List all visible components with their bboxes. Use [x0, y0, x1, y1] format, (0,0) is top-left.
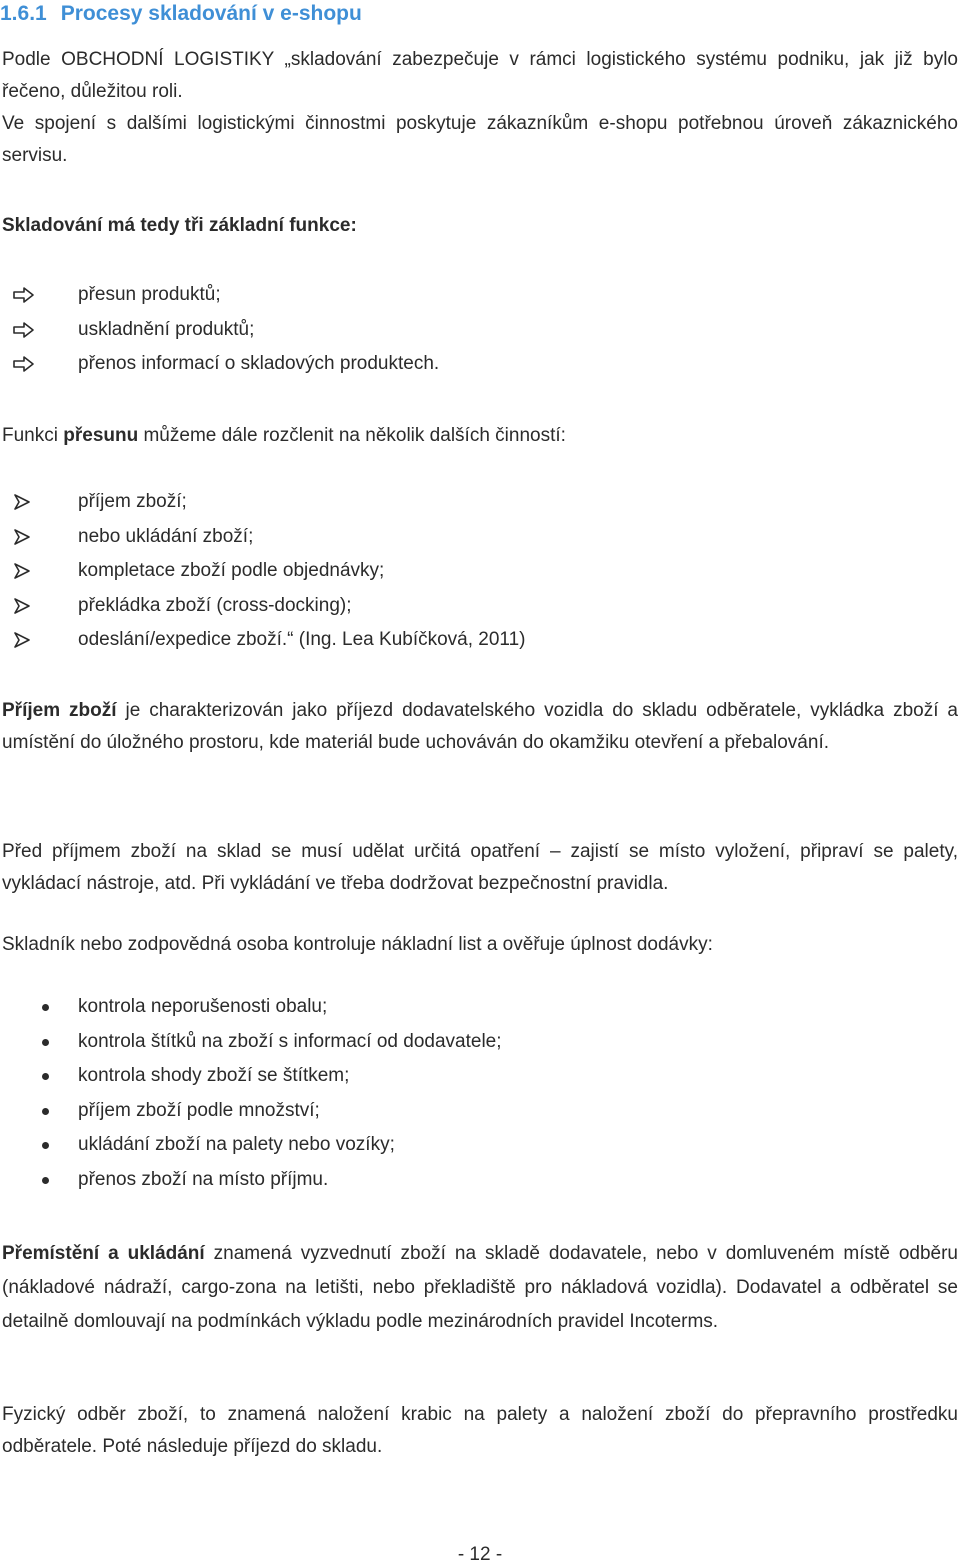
list-item	[0, 990, 960, 1025]
arrowhead-bullet-icon	[12, 554, 38, 588]
intro-paragraph-2: Ve spojení s dalšími logistickými činnostmi poskytuje zákazníkům e-shopu potřebnou úroveň zákaznického servisu.	[2, 113, 958, 166]
check-item-text: kontrola shody zboží se štítkem;	[78, 1065, 350, 1086]
section-number: 1.6.1	[0, 2, 47, 25]
section-title: Procesy skladování v e-shopu	[60, 2, 362, 25]
transfer-item-text: nebo ukládání zboží;	[78, 525, 254, 547]
list-item	[0, 554, 960, 589]
list-item	[0, 485, 960, 520]
section-heading	[0, 0, 362, 28]
list-item	[0, 278, 960, 313]
check-item-text: kontrola štítků na zboží s informací od dodavatele;	[78, 1030, 502, 1052]
transfer-lead-paragraph	[2, 420, 958, 452]
list-item	[0, 347, 960, 382]
receipt-paragraph	[2, 695, 958, 759]
list-item	[0, 1059, 960, 1094]
list-item	[0, 589, 960, 624]
function-item-text: přenos informací o skladových produktech.	[78, 353, 440, 374]
transfer-item-text: příjem zboží;	[78, 491, 187, 512]
intro-paragraph-1: Podle OBCHODNÍ LOGISTIKY „skladování zabezpečuje v rámci logistického systému podniku, jak již bylo řečeno, důležitou roli.	[2, 49, 958, 102]
relocation-bold: Přemístění a ukládání	[2, 1243, 205, 1264]
checks-heading: Skladník nebo zodpovědná osoba kontroluje nákladní list a ověřuje úplnost dodávky:	[2, 934, 713, 955]
function-item-text: přesun produktů;	[78, 284, 221, 305]
list-item	[0, 1094, 960, 1129]
round-bullet-icon	[42, 1142, 49, 1149]
transfer-lead-bold: přesunu	[63, 425, 139, 446]
transfer-item-text: odeslání/expedice zboží.“ (Ing. Lea Kubíčková, 2011)	[78, 629, 526, 650]
list-item	[0, 1025, 960, 1060]
transfer-lead-before: Funkci	[2, 425, 64, 446]
function-item-text: uskladnění produktů;	[78, 318, 255, 340]
check-item-text: příjem zboží podle množství;	[78, 1099, 320, 1121]
relocation-text: znamená vyzvednutí zboží na skladě dodavatele, nebo v domluveném místě odběru (nákladové nádraží, cargo-zona na letišti, nebo překladiště pro nákladová vozidla). Dodavatel a odběratel se detailně domlouvají na podmínkách výkladu podle mezinárodních pravidel Incoterms.	[2, 1243, 958, 1332]
round-bullet-icon	[42, 1039, 49, 1046]
list-item	[0, 520, 960, 555]
check-item-text: přenos zboží na místo příjmu.	[78, 1168, 329, 1190]
list-item	[0, 313, 960, 348]
arrowhead-bullet-icon	[12, 623, 38, 657]
receipt-bold: Příjem zboží	[2, 700, 117, 721]
list-item	[0, 1128, 960, 1163]
round-bullet-icon	[42, 1073, 49, 1080]
transfer-lead-after: můžeme dále rozčlenit na několik dalších činností:	[138, 425, 566, 446]
physical-paragraph: Fyzický odběr zboží, to znamená naložení krabic na palety a naložení zboží do přepravního prostředku odběratele. Poté následuje příjezd do skladu.	[2, 1404, 958, 1457]
check-item-text: kontrola neporušenosti obalu;	[78, 996, 328, 1017]
receipt-text: je charakterizován jako příjezd dodavatelského vozidla do skladu odběratele, vykládka zboží a umístění do úložného prostoru, kde materiál bude uchováván do okamžiku otevření a přebalování.	[2, 700, 958, 753]
page-number: - 12 -	[457, 1544, 503, 1565]
arrowhead-bullet-icon	[12, 520, 38, 554]
list-item	[0, 1163, 960, 1198]
hollow-right-arrow-icon	[12, 347, 38, 381]
check-item-text: ukládání zboží na palety nebo vozíky;	[78, 1134, 395, 1155]
functions-heading: Skladování má tedy tři základní funkce:	[2, 215, 357, 236]
transfer-list	[0, 485, 960, 658]
relocation-paragraph	[2, 1237, 958, 1339]
arrowhead-bullet-icon	[12, 589, 38, 623]
hollow-right-arrow-icon	[12, 278, 38, 312]
functions-list	[0, 278, 960, 382]
arrowhead-bullet-icon	[12, 485, 38, 519]
transfer-item-text: překládka zboží (cross-docking);	[78, 594, 352, 616]
transfer-item-text: kompletace zboží podle objednávky;	[78, 560, 385, 581]
before-receipt-paragraph: Před příjmem zboží na sklad se musí udělat určitá opatření – zajistí se místo vyložení, připraví se palety, vykládací nástroje, atd. Při vykládání ve třeba dodržovat bezpečnostní pravidla.	[2, 841, 958, 894]
round-bullet-icon	[42, 1108, 49, 1115]
hollow-right-arrow-icon	[12, 313, 38, 347]
round-bullet-icon	[42, 1004, 49, 1011]
round-bullet-icon	[42, 1177, 49, 1184]
list-item	[0, 623, 960, 658]
checks-list	[0, 990, 960, 1197]
